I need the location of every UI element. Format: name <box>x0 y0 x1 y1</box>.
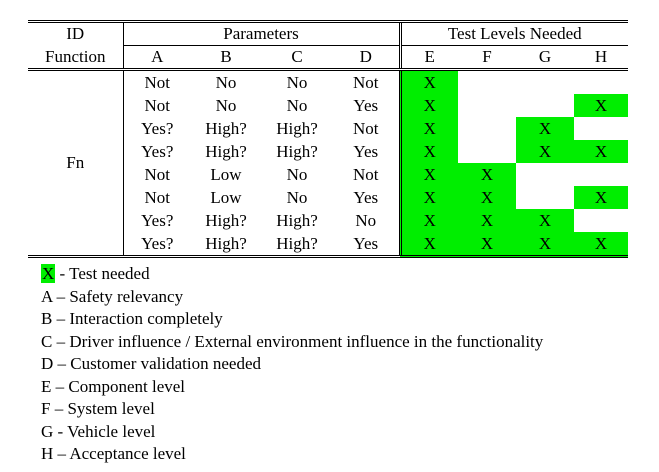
level-cell-test-needed: X <box>574 140 628 163</box>
level-cell-empty <box>516 163 574 186</box>
level-cell-test-needed: X <box>516 117 574 140</box>
level-cell-test-needed: X <box>458 186 516 209</box>
level-cell-test-needed: X <box>458 209 516 232</box>
level-cell-test-needed: X <box>516 232 574 257</box>
legend-item: H – Acceptance level <box>41 444 186 463</box>
legend-x-text: - Test needed <box>55 264 150 283</box>
level-cell-empty <box>574 163 628 186</box>
level-col-header-g: G <box>516 46 574 70</box>
param-cell: Not <box>353 164 379 184</box>
legend-item: E – Component level <box>41 376 186 396</box>
legend-item: A – Safety relevancy <box>41 286 184 306</box>
legend-item: B – Interaction completely <box>41 309 223 328</box>
param-cell: High? <box>205 118 247 138</box>
param-cell: Not <box>123 163 191 186</box>
param-cell: No <box>215 95 237 115</box>
level-cell-empty <box>574 117 628 140</box>
function-name-cell: Fn <box>28 70 123 257</box>
level-cell-test-needed: X <box>574 94 628 117</box>
table-row <box>28 70 628 95</box>
function-header: Function <box>28 46 123 70</box>
param-cell: Not <box>123 186 191 209</box>
level-cell-test-needed: X <box>400 94 458 117</box>
level-cell-empty <box>574 70 628 95</box>
param-cell: Yes <box>353 95 379 115</box>
param-cell: No <box>215 72 237 92</box>
level-col-header-h: H <box>574 46 628 70</box>
legend <box>41 263 543 466</box>
param-cell: No <box>355 210 377 230</box>
param-cell: Yes <box>333 232 400 257</box>
param-cell: High? <box>191 232 261 257</box>
param-cell: Low <box>210 164 242 184</box>
param-cell: High? <box>205 210 247 230</box>
param-cell: Low <box>210 187 242 207</box>
param-cell: Yes? <box>123 209 191 232</box>
parameters-header: Parameters <box>123 23 400 46</box>
param-col-header-a: A <box>123 46 191 70</box>
level-cell-empty <box>516 70 574 95</box>
test-levels-table <box>28 20 628 258</box>
param-col-header-b: B <box>191 46 261 70</box>
param-cell: High? <box>205 141 247 161</box>
param-cell: High? <box>276 141 318 161</box>
level-col-header-f: F <box>458 46 516 70</box>
level-cell-test-needed: X <box>574 186 628 209</box>
param-cell: No <box>286 95 308 115</box>
level-cell-empty <box>458 117 516 140</box>
level-col-header-e: E <box>400 46 458 70</box>
level-cell-empty <box>458 140 516 163</box>
level-cell-empty <box>516 94 574 117</box>
param-cell: Yes <box>353 187 379 207</box>
param-cell: Yes? <box>123 117 191 140</box>
level-cell-test-needed: X <box>400 117 458 140</box>
level-cell-test-needed: X <box>516 140 574 163</box>
level-cell-test-needed: X <box>516 209 574 232</box>
level-cell-test-needed: X <box>400 163 458 186</box>
param-cell: High? <box>276 118 318 138</box>
level-cell-test-needed: X <box>458 232 516 257</box>
legend-item: C – Driver influence / External environment influence in the functionality <box>41 331 544 351</box>
level-cell-test-needed: X <box>400 140 458 163</box>
param-col-header-c: C <box>261 46 333 70</box>
param-cell: Yes? <box>123 232 191 257</box>
param-cell: Yes <box>353 141 379 161</box>
legend-item: D – Customer validation needed <box>41 354 262 373</box>
param-cell: Not <box>353 118 379 138</box>
level-cell-empty <box>574 209 628 232</box>
param-cell: Yes? <box>123 140 191 163</box>
level-cell-test-needed: X <box>400 209 458 232</box>
level-cell-empty <box>458 94 516 117</box>
param-cell: Not <box>353 72 379 92</box>
test-levels-header: Test Levels Needed <box>400 23 628 46</box>
level-cell-test-needed: X <box>574 232 628 257</box>
level-cell-test-needed: X <box>400 70 458 95</box>
legend-x-swatch: X <box>42 264 55 283</box>
param-cell: No <box>286 164 308 184</box>
level-cell-test-needed: X <box>400 186 458 209</box>
param-cell: No <box>286 72 308 92</box>
level-cell-test-needed: X <box>458 163 516 186</box>
id-header: ID <box>66 24 85 44</box>
param-cell: No <box>286 187 308 207</box>
param-cell: Not <box>123 94 191 117</box>
level-cell-test-needed: X <box>400 232 458 257</box>
param-cell: Not <box>123 70 191 95</box>
param-cell: High? <box>276 210 318 230</box>
level-cell-empty <box>516 186 574 209</box>
param-col-header-d: D <box>333 46 400 70</box>
level-cell-empty <box>458 70 516 95</box>
param-cell: High? <box>261 232 333 257</box>
legend-test-needed <box>41 263 543 286</box>
test-levels-table-container <box>28 20 628 258</box>
legend-item: G - Vehicle level <box>41 421 156 441</box>
legend-item: F – System level <box>41 399 155 418</box>
